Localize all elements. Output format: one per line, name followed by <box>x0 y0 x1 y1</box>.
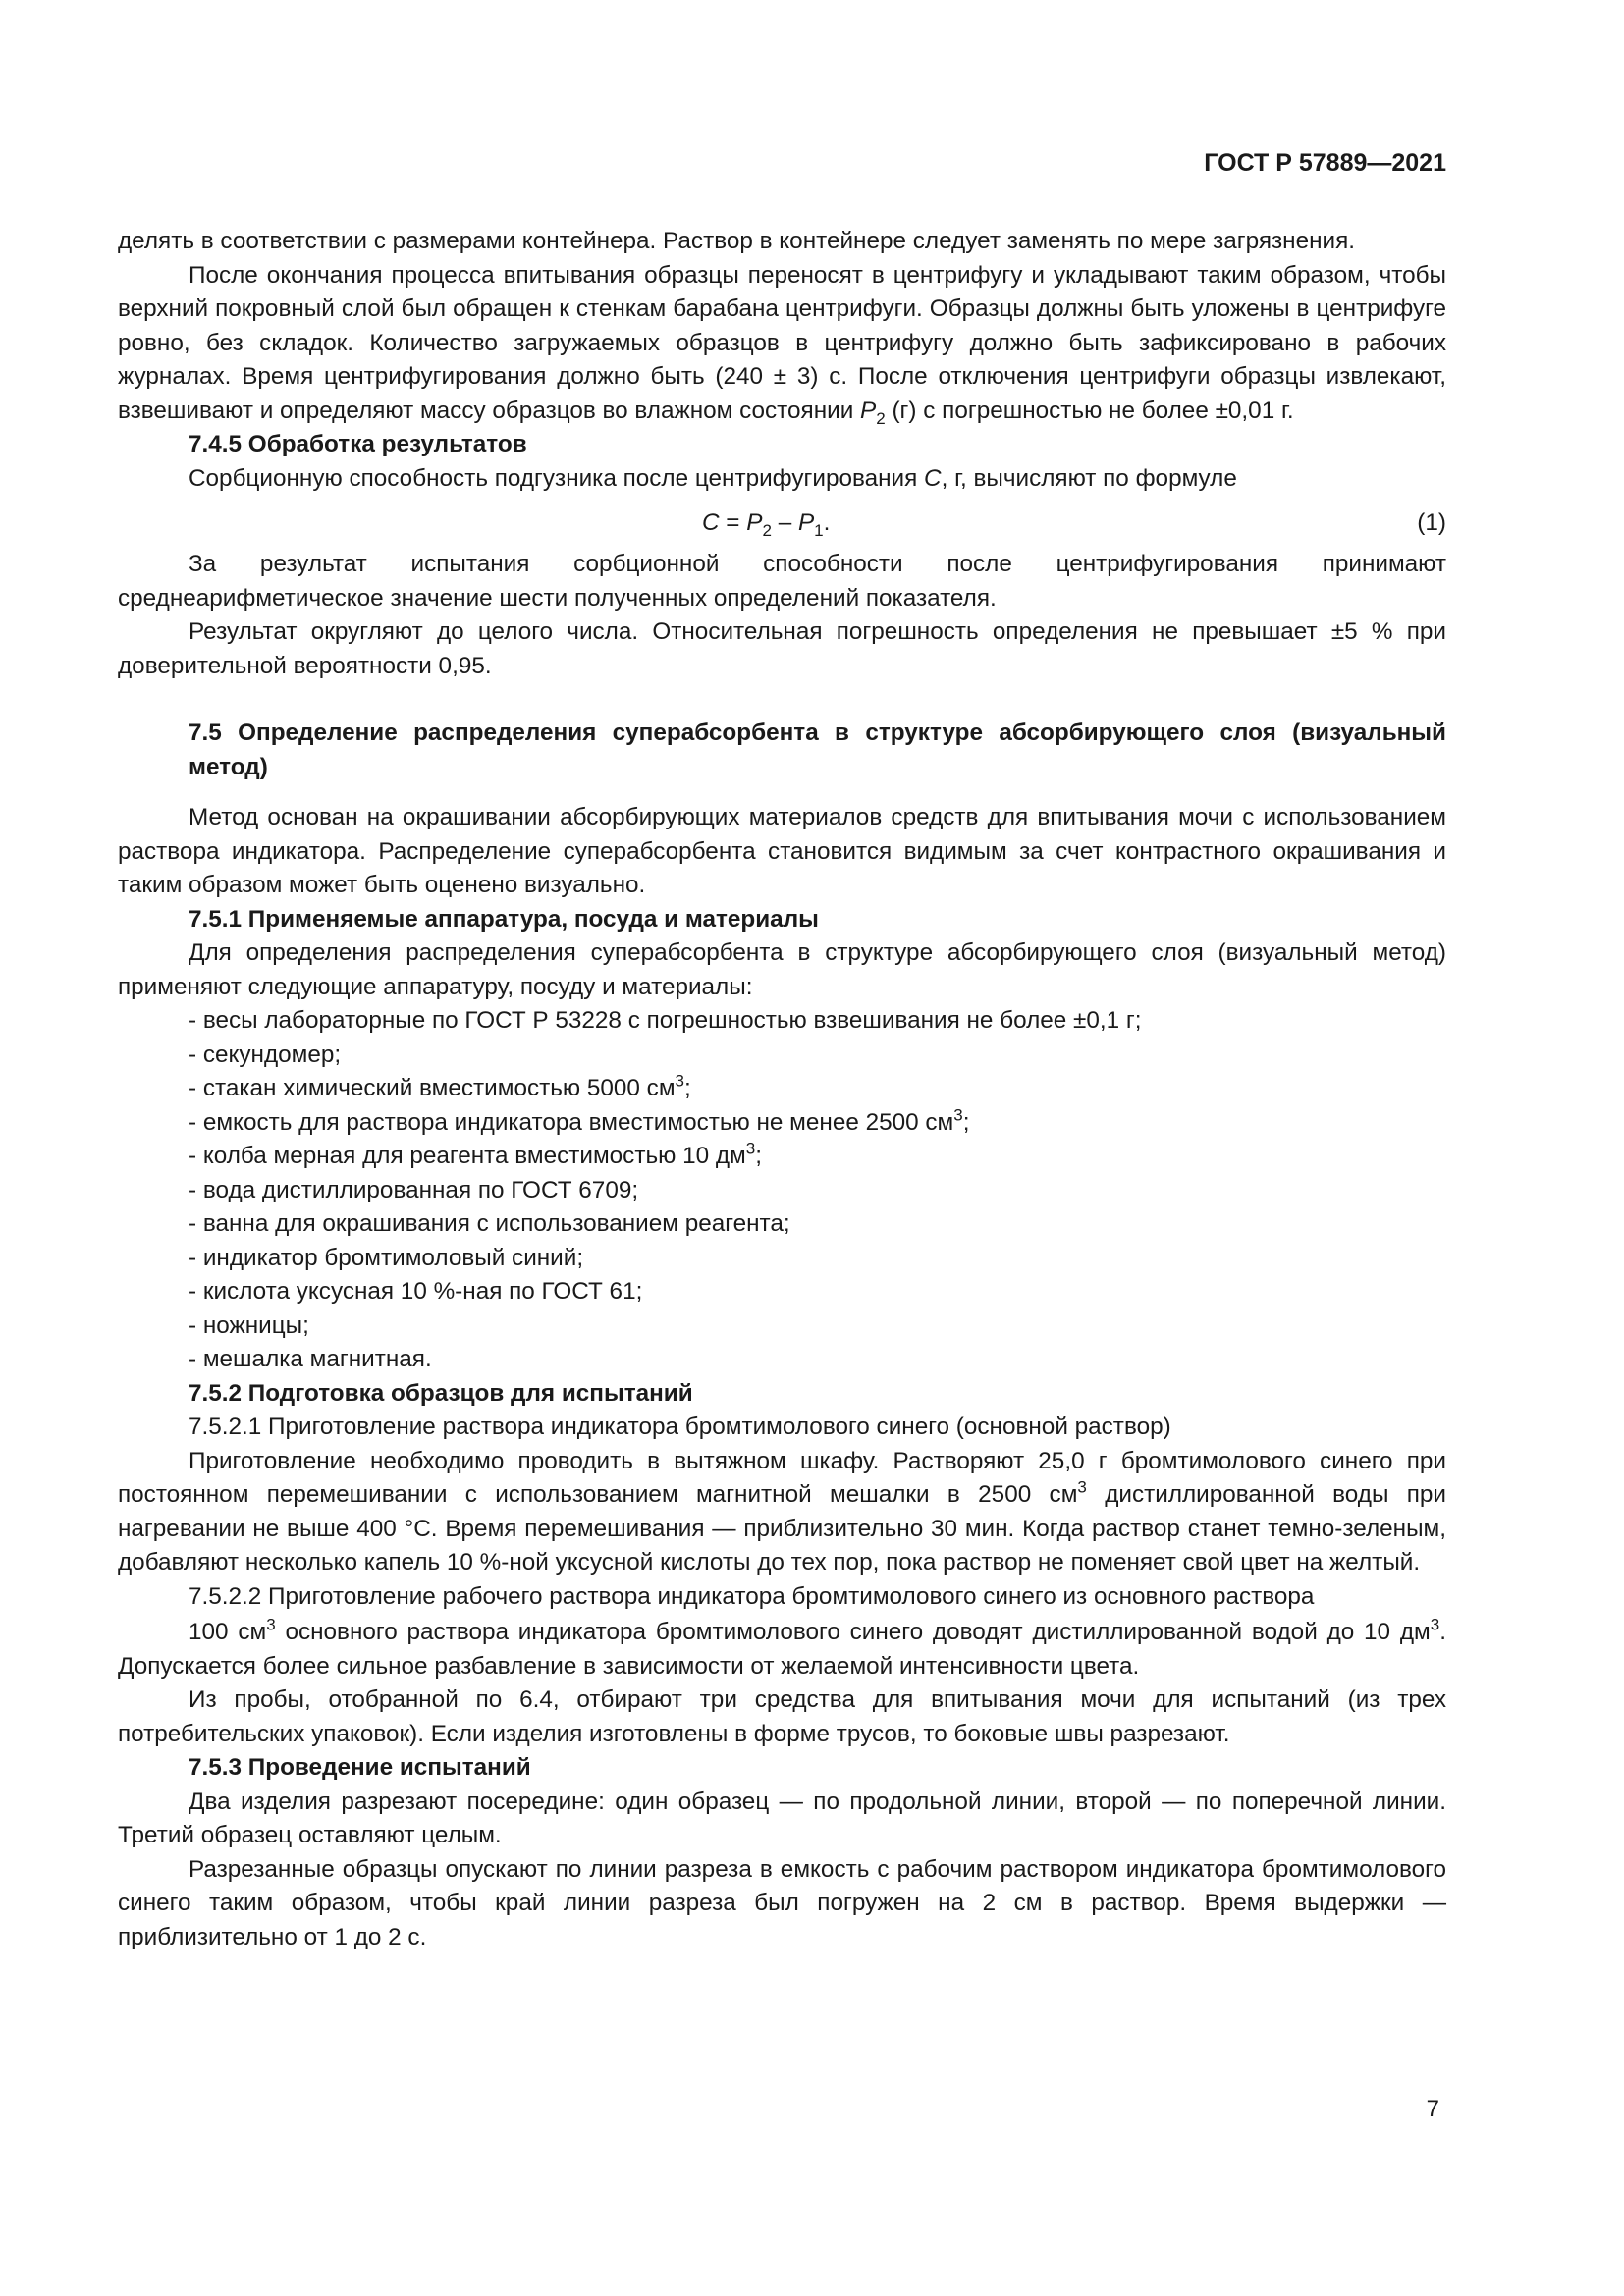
paragraph: Приготовление необходимо проводить в вытяжном шкафу. Растворяют 25,0 г бромтимолового синего при постоянном перемешивании с использованием магнитной мешалки в 2500 $см^3$ дистиллированной воды при нагревании не выше 400 °С. Время перемешивания — приблизительно 30 мин. Когда раствор станет темно-зеленым, добавляют несколько капель 10 %-ной уксусной кислоты до тех пор, пока раствор не поменяет свой цвет на желтый. <box>118 1447 1446 1575</box>
paragraph: 7.5.2.1 Приготовление раствора индикатора бромтимолового синего (основной раствор) <box>189 1414 1171 1440</box>
formula-expression: $C = P_2 - P_1$. <box>702 509 831 540</box>
list-item: - индикатор бромтимоловый синий; <box>189 1244 584 1271</box>
section-heading: 7.5.2 Подготовка образцов для испытаний <box>189 1379 693 1407</box>
paragraph: 7.5.2.2 Приготовление рабочего раствора индикатора бромтимолового синего из основного раствора <box>189 1582 1315 1610</box>
section-heading: 7.5.3 Проведение испытаний <box>189 1754 531 1781</box>
document-body <box>118 225 1446 1954</box>
list-item: - емкость для раствора индикатора вместимостью не менее 2500 $см^3$; <box>189 1105 970 1136</box>
paragraph: Из пробы, отобранной по 6.4, отбирают три средства для впитывания мочи для испытаний (из трех потребительских упаковок). Если изделия изготовлены в форме трусов, то боковые швы разрезают. <box>118 1686 1446 1747</box>
list-item: - весы лабораторные по ГОСТ Р 53228 с погрешностью взвешивания не более ±0,1 г; <box>189 1007 1142 1034</box>
list-item: - секундомер; <box>189 1041 342 1068</box>
document-header: ГОСТ Р 57889—2021 <box>1204 149 1446 177</box>
equipment-list <box>118 1004 1446 1377</box>
list-item: - ванна для окрашивания с использованием реагента; <box>189 1210 790 1237</box>
list-item: - стакан химический вместимостью 5000 $см^3$; <box>189 1071 691 1101</box>
paragraph: Результат округляют до целого числа. Относительная погрешность определения не превышает ±5 % при доверительной вероятности 0,95. <box>118 618 1446 679</box>
list-item: - кислота уксусная 10 %-ная по ГОСТ 61; <box>189 1278 643 1305</box>
formula-number: (1) <box>1417 509 1446 536</box>
list-item: - мешалка магнитная. <box>189 1346 432 1372</box>
list-item: - колба мерная для реагента вместимостью 10 $дм^3$; <box>189 1139 762 1169</box>
paragraph: Два изделия разрезают посередине: один образец — по продольной линии, второй — по поперечной линии. Третий образец оставляют целым. <box>118 1788 1446 1848</box>
list-item: - вода дистиллированная по ГОСТ 6709; <box>189 1176 639 1203</box>
section-heading: 7.4.5 Обработка результатов <box>189 431 527 457</box>
paragraph: Сорбционную способность подгузника после центрифугирования C, г, вычисляют по формуле <box>189 464 1237 492</box>
paragraph: 100 $см^3$ основного раствора индикатора бромтимолового синего доводят дистиллированной водой до 10 $дм^3$. Допускается более сильное разбавление в зависимости от желаемой интенсивности цвета. <box>118 1615 1446 1680</box>
formula <box>118 507 1446 540</box>
paragraph: делять в соответствии с размерами контейнера. Раствор в контейнере следует заменять по мере загрязнения. <box>118 228 1355 254</box>
paragraph: Для определения распределения суперабсорбента в структуре абсорбирующего слоя (визуальный метод) применяют следующие аппаратуру, посуду и материалы: <box>118 939 1446 1000</box>
section-heading: 7.5.1 Применяемые аппаратура, посуда и материалы <box>189 905 819 933</box>
paragraph: Метод основан на окрашивании абсорбирующих материалов средств для впитывания мочи с использованием раствора индикатора. Распределение суперабсорбента становится видимым за счет контрастного окрашивания и таким образом может быть оценено визуально. <box>118 804 1446 898</box>
paragraph: После окончания процесса впитывания образцы переносят в центрифугу и укладывают таким образом, чтобы верхний покровный слой был обращен к стенкам барабана центрифуги. Образцы должны быть уложены в центрифуге ровно, без складок. Количество загружаемых образцов в центрифугу должно быть зафиксировано в рабочих журналах. Время центрифугирования должно быть (240 ± 3) с. После отключения центрифуги образцы извлекают, взвешивают и определяют массу образцов во влажном состоянии $P_2$ (г) с погрешностью не более ±0,01 г. <box>118 261 1446 428</box>
paragraph: За результат испытания сорбционной способности после центрифугирования принимают среднеарифметическое значение шести полученных определений показателя. <box>118 551 1446 612</box>
paragraph: Разрезанные образцы опускают по линии разреза в емкость с рабочим раствором индикатора бромтимолового синего таким образом, чтобы край линии разреза был погружен на 2 см в раствор. Время выдержки — приблизительно от 1 до 2 с. <box>118 1855 1446 1950</box>
page-number: 7 <box>1426 2096 1439 2122</box>
section-heading: 7.5 Определение распределения суперабсорбента в структуре абсорбирующего слоя (визуальный метод) <box>189 720 1446 780</box>
list-item: - ножницы; <box>189 1311 309 1339</box>
